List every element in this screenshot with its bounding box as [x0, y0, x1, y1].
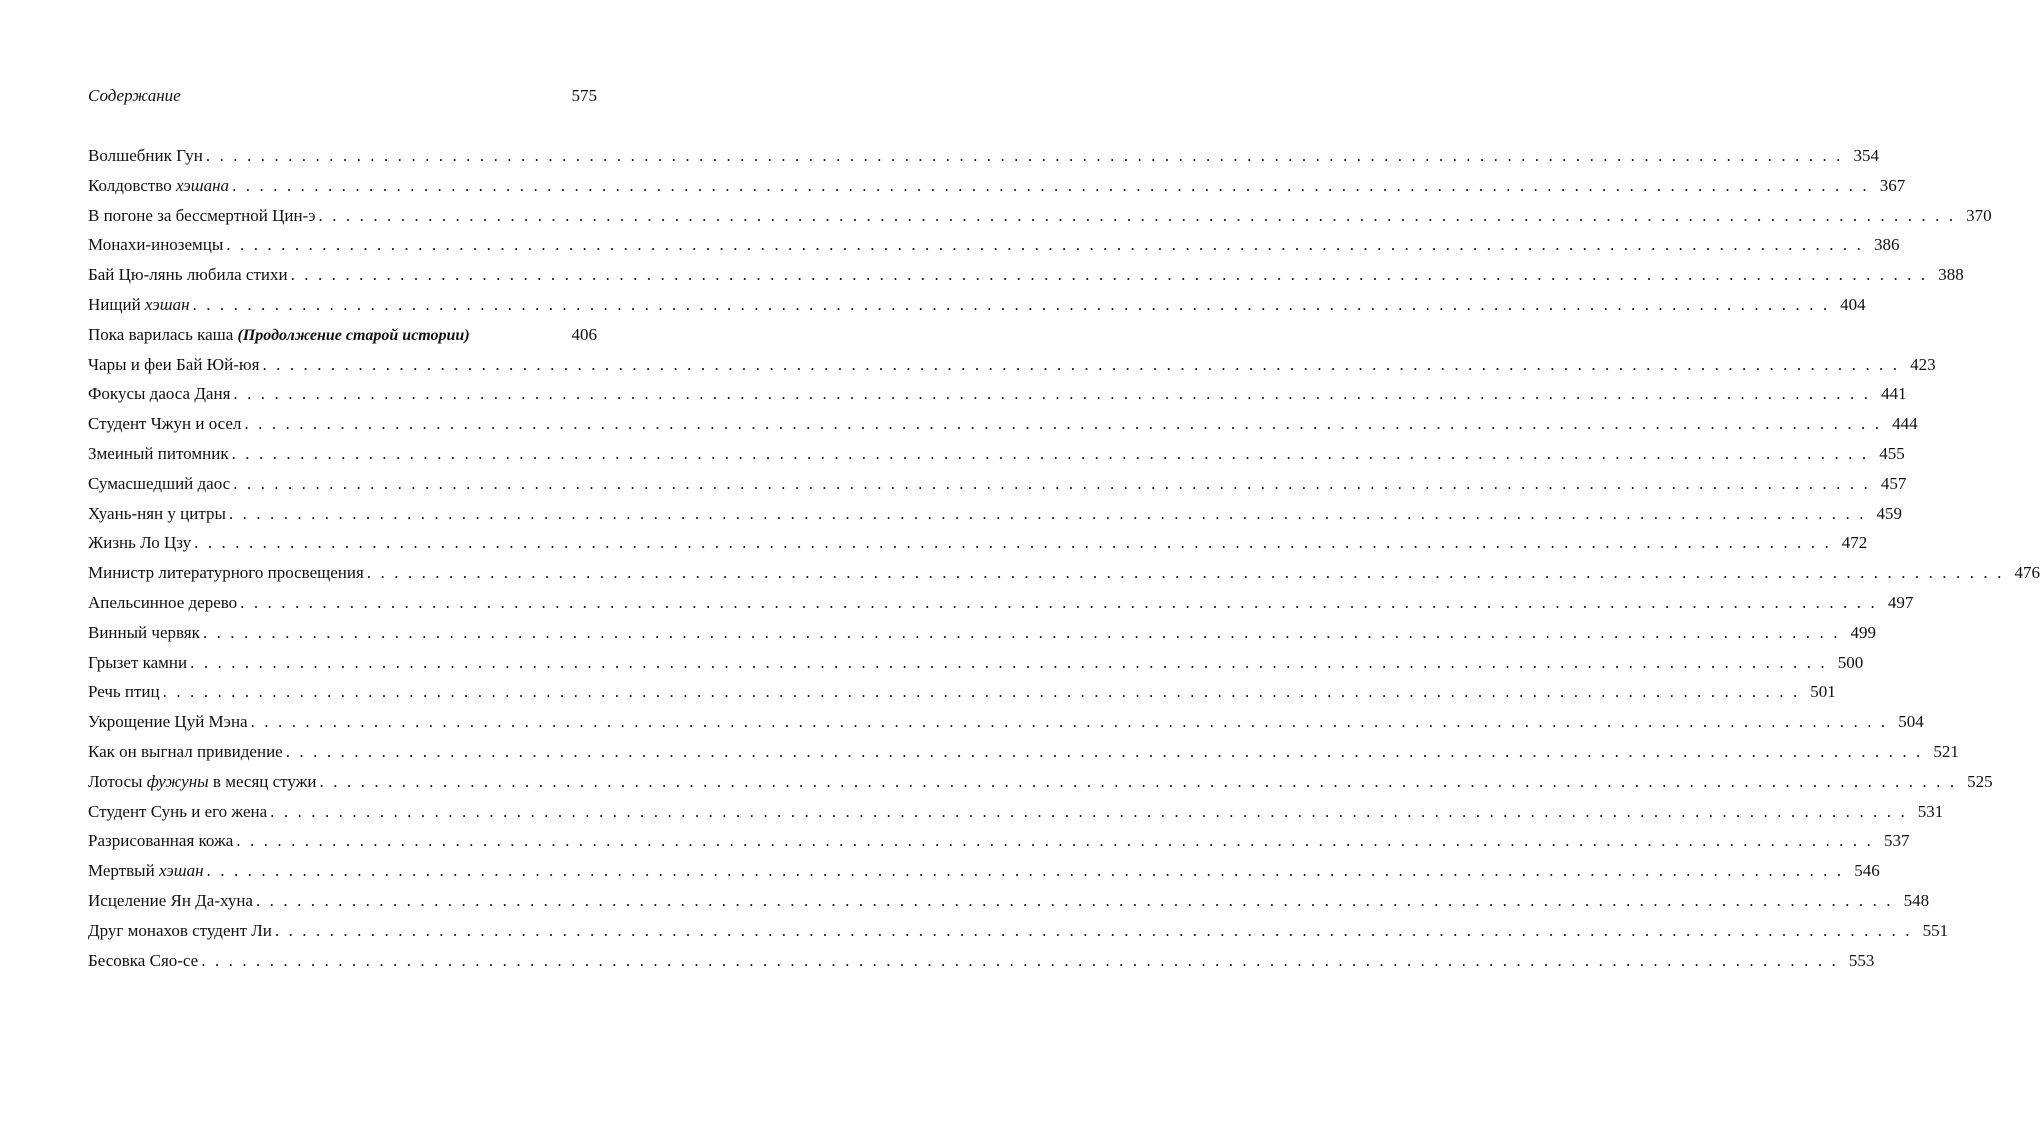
toc-entry: [88, 201, 1992, 231]
toc-leader-dots: . . . . . . . . . . . . . . . . . . . . . . . . . . . . . . . . . . . . . . . . . . . . . . . . . . . . . . . . . . . . . . . . . . . . . . . . . . . . . . . . . . . . . . . . . . . . . . . . . . . . . . . . . . . . . . . . . . . . . . . .: [240, 592, 1878, 612]
toc-entry-title: [88, 856, 204, 886]
toc-entry-title-part: хэшан: [144, 294, 190, 314]
toc-entry-title: [88, 171, 229, 201]
toc-entry-page: 457: [1880, 473, 1907, 493]
toc-entry-title-part: Мертвый: [88, 861, 159, 881]
toc-leader-dots: . . . . . . . . . . . . . . . . . . . . . . . . . . . . . . . . . . . . . . . . . . . . . . . . . . . . . . . . . . . . . . . . . . . . . . . . . . . . . . . . . . . . . . . . . . . . . . . . . . . . . . . . . . . . . . . . . . . . . . . .: [202, 622, 1841, 642]
toc-leader-dots: . . . . . . . . . . . . . . . . . . . . . . . . . . . . . . . . . . . . . . . . . . . . . . . . . . . . . . . . . . . . . . . . . . . . . . . . . . . . . . . . . . . . . . . . . . . . . . . . . . . . . . . . . . . . . . . . . . . . . . . .: [255, 890, 1894, 910]
toc-entry: [88, 767, 1993, 797]
toc-entry-title: [88, 469, 230, 499]
toc-entry-page: 354: [1853, 146, 1880, 165]
toc-entry-page: 455: [1879, 443, 1905, 463]
toc-entry-page: 551: [1922, 920, 1949, 940]
toc-entry: [88, 648, 1864, 678]
toc-entry-title: [88, 558, 364, 588]
toc-entry: [88, 886, 1930, 916]
toc-entry-title: [88, 230, 223, 260]
toc-entry: [88, 588, 1914, 618]
toc-entry-page: 531: [1917, 801, 1944, 821]
toc-leader-dots: . . . . . . . . . . . . . . . . . . . . . . . . . . . . . . . . . . . . . . . . . . . . . . . . . . . . . . . . . . . . . . . . . . . . . . . . . . . . . . . . . . . . . . . . . . . . . . . . . . . . . . . . . . . . . . . . . . . . . . . .: [206, 861, 1844, 881]
toc-entry-title-part: Бесовка Сяо-се: [88, 950, 199, 970]
toc-entry-page: 388: [1938, 265, 1964, 285]
toc-entry-title-part: Чары и феи Бай Юй-юя: [88, 354, 260, 374]
toc-entry-title: [88, 588, 237, 618]
toc-entry-page: 537: [1883, 831, 1910, 851]
toc-entry-title-part: В погоне за бессмертной Цин-э: [88, 205, 316, 225]
toc-entry-title-part: Разрисованная кожа: [88, 831, 234, 851]
toc-entry-title: [88, 290, 190, 320]
toc-entry-title: [88, 648, 187, 678]
toc-leader-dots: . . . . . . . . . . . . . . . . . . . . . . . . . . . . . . . . . . . . . . . . . . . . . . . . . . . . . . . . . . . . . . . . . . . . . . . . . . . . . . . . . . . . . . . . . . . . . . . . . . . . . . . . . . . . . . . . . . . . . . . .: [236, 831, 1874, 851]
toc-entry: [88, 707, 1924, 737]
toc-entry: [88, 439, 1905, 469]
toc-entry-page: 404: [1840, 294, 1866, 314]
toc-entry-title: [88, 439, 229, 469]
toc-leader-dots: . . . . . . . . . . . . . . . . . . . . . . . . . . . . . . . . . . . . . . . . . . . . . . . . . . . . . . . . . . . . . . . . . . . . . . . . . . . . . . . . . . . . . . . . . . . . . . . . . . . . . . . . . . . . . . . . . . . . . . . .: [205, 146, 1844, 165]
toc-leader-dots: . . . . . . . . . . . . . . . . . . . . . . . . . . . . . . . . . . . . . . . . . . . . . . . . . . . . . . . . . . . . . . . . . . . . . . . . . . . . . . . . . . . . . . . . . . . . . . . . . . . . . . . . . . . . . . . . . . . . . . . .: [262, 354, 1900, 374]
toc-leader-dots: . . . . . . . . . . . . . . . . . . . . . . . . . . . . . . . . . . . . . . . . . . . . . . . . . . . . . . . . . . . . . . . . . . . . . . . . . . . . . . . . . . . . . . . . . . . . . . . . . . . . . . . . . . . . . . . . . . . . . . . .: [250, 712, 1888, 732]
toc-leader-dots: . . . . . . . . . . . . . . . . . . . . . . . . . . . . . . . . . . . . . . . . . . . . . . . . . . . . . . . . . . . . . . . . . . . . . . . . . . . . . . . . . . . . . . . . . . . . . . . . . . . . . . . . . . . . . . . . . . . . . . . .: [192, 294, 1830, 314]
toc-entry-page: 525: [1967, 771, 1993, 791]
toc-entry-page: 497: [1887, 592, 1914, 612]
toc-entry-page: 459: [1876, 503, 1903, 523]
toc-entry: [88, 171, 1906, 201]
toc-leader-dots: . . . . . . . . . . . . . . . . . . . . . . . . . . . . . . . . . . . . . . . . . . . . . . . . . . . . . . . . . . . . . . . . . . . . . . . . . . . . . . . . . . . . . . . . . . . . . . . . . . . . . . . . . . . . . . . . . . . . . . . .: [162, 682, 1800, 702]
toc-entry: [88, 618, 1877, 648]
running-header-title: Содержание: [88, 86, 181, 105]
toc-leader-dots: . . . . . . . . . . . . . . . . . . . . . . . . . . . . . . . . . . . . . . . . . . . . . . . . . . . . . . . . . . . . . . . . . . . . . . . . . . . . . . . . . . . . . . . . . . . . . . . . . . . . . . . . . . . . . . . . . . . . . . . .: [226, 235, 1864, 255]
toc-entry-title: [88, 379, 230, 409]
toc-entry-page: 521: [1933, 741, 1959, 761]
toc-entry-page: 504: [1898, 712, 1924, 732]
toc-entry-title: [88, 409, 241, 439]
toc-entry-title-part: Министр литературного просвещения: [88, 563, 364, 583]
toc-entry-page: 444: [1892, 414, 1918, 434]
toc-entry-title: [88, 350, 259, 380]
toc-entry-title-part: Хуань-нян у цитры: [88, 503, 226, 523]
toc-entry-page: 441: [1881, 384, 1907, 404]
toc-entry: [88, 797, 1944, 827]
toc-entry-title-part: Сумасшедший даос: [88, 473, 231, 493]
toc-entry-page: 406: [571, 324, 597, 344]
toc-entry-page: 472: [1841, 533, 1868, 553]
toc-entry-title: [88, 141, 203, 171]
toc-entry-title: [88, 499, 226, 529]
toc-entry-title: [88, 707, 248, 737]
toc-entry-title: [88, 767, 317, 797]
toc-leader-dots: . . . . . . . . . . . . . . . . . . . . . . . . . . . . . . . . . . . . . . . . . . . . . . . . . . . . . . . . . . . . . . . . . . . . . . . . . . . . . . . . . . . . . . . . . . . . . . . . . . . . . . . . . . . . . . . . . . . . . . . .: [290, 265, 1928, 285]
toc-entry-page: 367: [1879, 175, 1906, 195]
toc-entry: [88, 230, 1900, 260]
toc-entry: [88, 528, 1868, 558]
toc-leader-dots: . . . . . . . . . . . . . . . . . . . . . . . . . . . . . . . . . . . . . . . . . . . . . . . . . . . . . . . . . . . . . . . . . . . . . . . . . . . . . . . . . . . . . . . . . . . . . . . . . . . . . . . . . . . . . . . . . . . . . . . .: [228, 503, 1867, 523]
toc-entry-page: 499: [1850, 622, 1877, 642]
toc-entry: [88, 379, 1907, 409]
toc-entry-page: 476: [2014, 563, 2040, 583]
toc-entry-page: 553: [1848, 950, 1875, 970]
toc-entry: [88, 469, 1907, 499]
toc-leader-dots: . . . . . . . . . . . . . . . . . . . . . . . . . . . . . . . . . . . . . . . . . . . . . . . . . . . . . . . . . . . . . . . . . . . . . . . . . . . . . . . . . . . . . . . . . . . . . . . . . . . . . . . . . . . . . . . . . . . . . . . .: [318, 205, 1956, 225]
toc-entry: [88, 946, 1875, 976]
toc-entry-title-part: Укрощение Цуй Мэна: [88, 712, 248, 732]
toc-leader-dots: . . . . . . . . . . . . . . . . . . . . . . . . . . . . . . . . . . . . . . . . . . . . . . . . . . . . . . . . . . . . . . . . . . . . . . . . . . . . . . . . . . . . . . . . . . . . . . . . . . . . . . . . . . . . . . . . . . . . . . . .: [233, 473, 1871, 493]
toc-entry-title: [88, 886, 253, 916]
toc-entry-page: 500: [1837, 652, 1864, 672]
toc-leader-dots: . . . . . . . . . . . . . . . . . . . . . . . . . . . . . . . . . . . . . . . . . . . . . . . . . . . . . . . . . . . . . . . . . . . . . . . . . . . . . . . . . . . . . . . . . . . . . . . . . . . . . . . . . . . . . . . . . . . . . . . .: [285, 741, 1923, 761]
table-of-contents: [88, 141, 2040, 975]
toc-entry: [88, 826, 1910, 856]
toc-entry: [88, 290, 1866, 320]
toc-entry: [88, 856, 1880, 886]
toc-entry-title-part: Пока варилась каша: [88, 324, 238, 344]
toc-entry-title-part: Лотосы: [88, 771, 147, 791]
toc-entry-title-part: Друг монахов студент Ли: [88, 920, 272, 940]
toc-entry-page: 546: [1854, 861, 1880, 881]
toc-entry: [88, 141, 1880, 171]
toc-entry-title-part: Апельсинное дерево: [88, 592, 238, 612]
toc-entry-page: 370: [1966, 205, 1992, 225]
toc-entry-title-part: Как он выгнал привидение: [88, 741, 283, 761]
toc-entry-title-part: Фокусы даоса Даня: [88, 384, 231, 404]
toc-entry-title-part: Монахи-иноземцы: [88, 235, 224, 255]
toc-entry: [88, 499, 1903, 529]
toc-entry: [88, 409, 1918, 439]
toc-entry: [88, 737, 1959, 767]
page-number: 575: [571, 86, 597, 105]
toc-entry-title: [88, 916, 272, 946]
toc-entry-title: [88, 737, 283, 767]
toc-entry-page: 548: [1903, 890, 1930, 910]
toc-entry-title-part: Жизнь Ло Цзу: [88, 533, 192, 553]
toc-entry-title-part: Студент Чжун и осел: [88, 414, 242, 434]
toc-leader-dots: . . . . . . . . . . . . . . . . . . . . . . . . . . . . . . . . . . . . . . . . . . . . . . . . . . . . . . . . . . . . . . . . . . . . . . . . . . . . . . . . . . . . . . . . . . . . . . . . . . . . . . . . . . . . . . . . . . . . . . . .: [274, 920, 1913, 940]
toc-entry-title: [88, 618, 200, 648]
toc-entry-title-part: Бай Цю-лянь любила стихи: [88, 265, 288, 285]
toc-entry-title-part: Речь птиц: [88, 682, 160, 702]
toc-entry-page: 386: [1873, 235, 1900, 255]
toc-entry-title-part: Колдовство: [88, 175, 176, 195]
toc-entry: [88, 320, 597, 350]
toc-leader-dots: . . . . . . . . . . . . . . . . . . . . . . . . . . . . . . . . . . . . . . . . . . . . . . . . . . . . . . . . . . . . . . . . . . . . . . . . . . . . . . . . . . . . . . . . . . . . . . . . . . . . . . . . . . . . . . . . . . . . . . . .: [232, 175, 1870, 195]
toc-entry-title-part: Волшебник Гун: [88, 146, 203, 165]
toc-entry-title-part: хэшана: [175, 175, 230, 195]
toc-entry-title: [88, 946, 198, 976]
toc-leader-dots: . . . . . . . . . . . . . . . . . . . . . . . . . . . . . . . . . . . . . . . . . . . . . . . . . . . . . . . . . . . . . . . . . . . . . . . . . . . . . . . . . . . . . . . . . . . . . . . . . . . . . . . . . . . . . . . . . . . . . . . .: [194, 533, 1832, 553]
toc-entry-title: [88, 797, 267, 827]
toc-entry-title: [88, 320, 470, 351]
toc-leader-dots: . . . . . . . . . . . . . . . . . . . . . . . . . . . . . . . . . . . . . . . . . . . . . . . . . . . . . . . . . . . . . . . . . . . . . . . . . . . . . . . . . . . . . . . . . . . . . . . . . . . . . . . . . . . . . . . . . . . . . . . .: [270, 801, 1908, 821]
toc-entry: [88, 260, 1964, 290]
toc-leader-dots: . . . . . . . . . . . . . . . . . . . . . . . . . . . . . . . . . . . . . . . . . . . . . . . . . . . . . . . . . . . . . . . . . . . . . . . . . . . . . . . . . . . . . . . . . . . . . . . . . . . . . . . . . . . . . . . . . . . . . . . .: [244, 414, 1882, 434]
toc-leader-dots: . . . . . . . . . . . . . . . . . . . . . . . . . . . . . . . . . . . . . . . . . . . . . . . . . . . . . . . . . . . . . . . . . . . . . . . . . . . . . . . . . . . . . . . . . . . . . . . . . . . . . . . . . . . . . . . . . . . . . . . .: [319, 771, 1957, 791]
toc-entry-title-part: Исцеление Ян Да-хуна: [88, 890, 253, 910]
toc-leader-dots: . . . . . . . . . . . . . . . . . . . . . . . . . . . . . . . . . . . . . . . . . . . . . . . . . . . . . . . . . . . . . . . . . . . . . . . . . . . . . . . . . . . . . . . . . . . . . . . . . . . . . . . . . . . . . . . . . . . . . . . .: [190, 652, 1828, 672]
toc-entry-title-part: Нищий: [88, 294, 145, 314]
toc-entry: [88, 677, 1836, 707]
toc-entry: [88, 558, 2040, 588]
toc-entry-title-part: хэшан: [158, 861, 204, 881]
toc-entry-title-part: Винный червяк: [88, 622, 200, 642]
toc-entry: [88, 350, 1936, 380]
toc-entry-title: [88, 260, 288, 290]
toc-leader-dots: . . . . . . . . . . . . . . . . . . . . . . . . . . . . . . . . . . . . . . . . . . . . . . . . . . . . . . . . . . . . . . . . . . . . . . . . . . . . . . . . . . . . . . . . . . . . . . . . . . . . . . . . . . . . . . . . . . . . . . . .: [201, 950, 1839, 970]
toc-leader-dots: . . . . . . . . . . . . . . . . . . . . . . . . . . . . . . . . . . . . . . . . . . . . . . . . . . . . . . . . . . . . . . . . . . . . . . . . . . . . . . . . . . . . . . . . . . . . . . . . . . . . . . . . . . . . . . . . . . . . . . . .: [231, 443, 1869, 463]
toc-entry-page: 501: [1810, 682, 1836, 702]
toc-entry-title: [88, 826, 233, 856]
toc-entry-title-part: фужуны: [146, 771, 209, 791]
toc-entry: [88, 916, 1949, 946]
toc-entry-title-part: Грызет камни: [88, 652, 188, 672]
toc-entry-title: [88, 677, 160, 707]
toc-entry-title-part: (Продолжение старой истории): [237, 326, 470, 344]
running-header: [88, 84, 597, 108]
book-page: [88, 84, 2040, 970]
toc-leader-dots: . . . . . . . . . . . . . . . . . . . . . . . . . . . . . . . . . . . . . . . . . . . . . . . . . . . . . . . . . . . . . . . . . . . . . . . . . . . . . . . . . . . . . . . . . . . . . . . . . . . . . . . . . . . . . . . . . . . . . . . .: [233, 384, 1871, 404]
toc-entry-title-part: в месяц стужи: [208, 771, 317, 791]
toc-entry-title: [88, 201, 316, 231]
toc-leader-dots: . . . . . . . . . . . . . . . . . . . . . . . . . . . . . . . . . . . . . . . . . . . . . . . . . . . . . . . . . . . . . . . . . . . . . . . . . . . . . . . . . . . . . . . . . . . . . . . . . . . . . . . . . . . . . . . . . . . . . . . .: [366, 563, 2004, 583]
toc-entry-title-part: Студент Сунь и его жена: [88, 801, 268, 821]
toc-entry-page: 423: [1910, 354, 1936, 374]
toc-entry-title-part: Змеиный питомник: [88, 443, 229, 463]
toc-entry-title: [88, 528, 191, 558]
